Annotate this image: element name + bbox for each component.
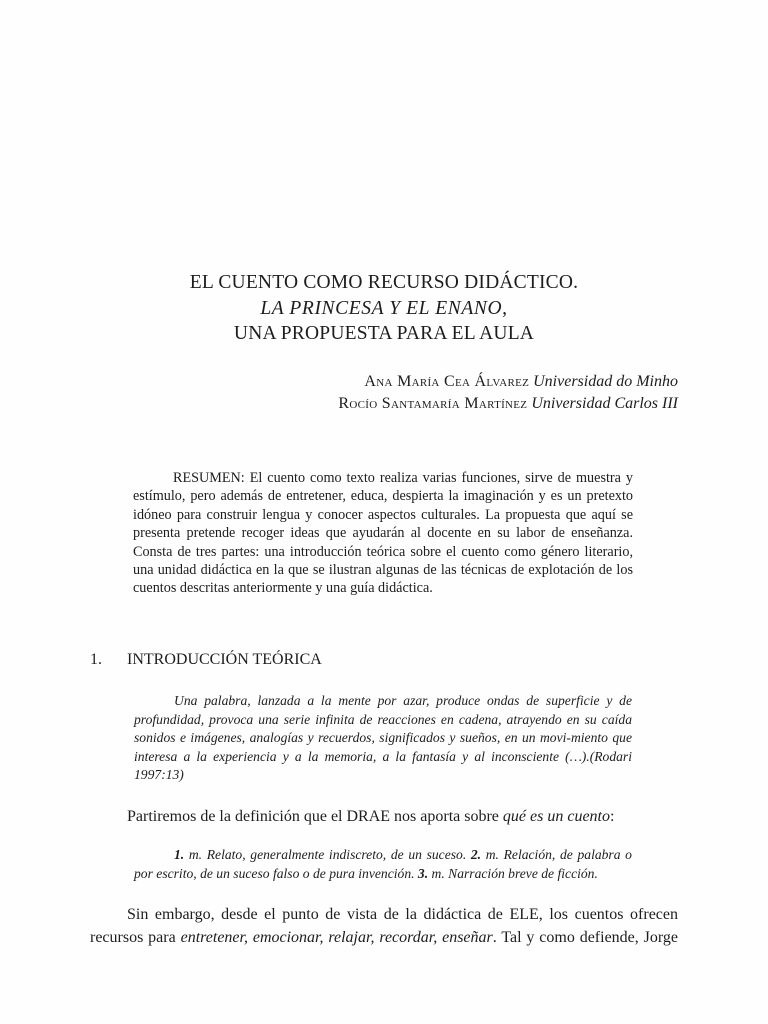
para1-text: Partiremos de la definición que el DRAE nos aporta sobre — [127, 808, 503, 825]
author-name: Ana María Cea Álvarez — [364, 373, 530, 390]
paper-title — [0, 270, 768, 347]
abstract-text: RESUMEN: El cuento como texto realiza varias funciones, sirve de muestra y estímulo, pero además de entretener, educa, despierta la imaginación y es un pretexto idóneo para construir lengua y conocer aspectos culturales. La propuesta que aquí se presenta pretende recoger ideas que ayudarán al docente en su labor de enseñanza. Consta de tres partes: una introducción teórica sobre el cuento como género literario, una unidad didáctica en la que se ilustran algunas de las técnicas de explotación de los cuentos descritas anteriormente y una guía didáctica. — [133, 470, 633, 597]
quote-text: Una palabra, lanzada a la mente por azar, produce ondas de superficie y de profundidad, provoca una serie infinita de reacciones en cadena, atrayendo en su caída sonidos e imágenes, analogías y recuerdos, significados y sueños, en un movi-miento que interesa a la experiencia y a la memoria, a la fantasía y al inconsciente (…).(Rodari 1997:13) — [134, 693, 632, 782]
def-number-2: 2. — [470, 847, 482, 862]
body-paragraph-2 — [90, 904, 678, 972]
section-title: INTRODUCCIÓN TEÓRICA — [127, 651, 322, 668]
author-name: Rocío Santamaría Martínez — [338, 395, 528, 412]
title-line-2: LA PRINCESA Y EL ENANO, — [260, 297, 508, 319]
title-line-3: UNA PROPUESTA PARA EL AULA — [233, 323, 535, 344]
para1-text-end: : — [609, 808, 615, 825]
drae-definition — [134, 846, 632, 883]
def-text-1: m. Relato, generalmente indiscreto, de un suceso. — [184, 847, 471, 862]
abstract — [133, 469, 633, 598]
para2-emphasis: entretener, emocionar, relajar, recordar, enseñar — [180, 928, 493, 946]
def-text-3: m. Narración breve de ficción. — [428, 865, 598, 881]
para2-text-end: . Tal y como defiende, Jorge — [492, 928, 679, 946]
def-number-3: 3. — [417, 865, 429, 881]
para2-text: Sin embargo, desde el punto de vista de la didáctica de ELE, los cuentos ofrecen recursos para — [90, 906, 678, 946]
author-affiliation: Universidad do Minho — [533, 373, 678, 390]
section-number: 1. — [90, 651, 102, 668]
body-paragraph-1 — [90, 806, 678, 828]
author-list — [338, 371, 678, 415]
section-heading — [90, 649, 322, 671]
def-text-2: m. Relación, de palabra o por escrito, de un suceso falso o de pura invención. — [134, 847, 632, 881]
author-affiliation: Universidad Carlos III — [531, 395, 678, 412]
title-line-1: EL CUENTO COMO RECURSO DIDÁCTICO. — [189, 272, 579, 293]
epigraph-quote — [134, 692, 632, 785]
author-1 — [338, 371, 678, 393]
def-number-1: 1. — [174, 847, 185, 862]
para1-emphasis: qué es un cuento — [502, 808, 610, 825]
author-2 — [338, 393, 678, 415]
